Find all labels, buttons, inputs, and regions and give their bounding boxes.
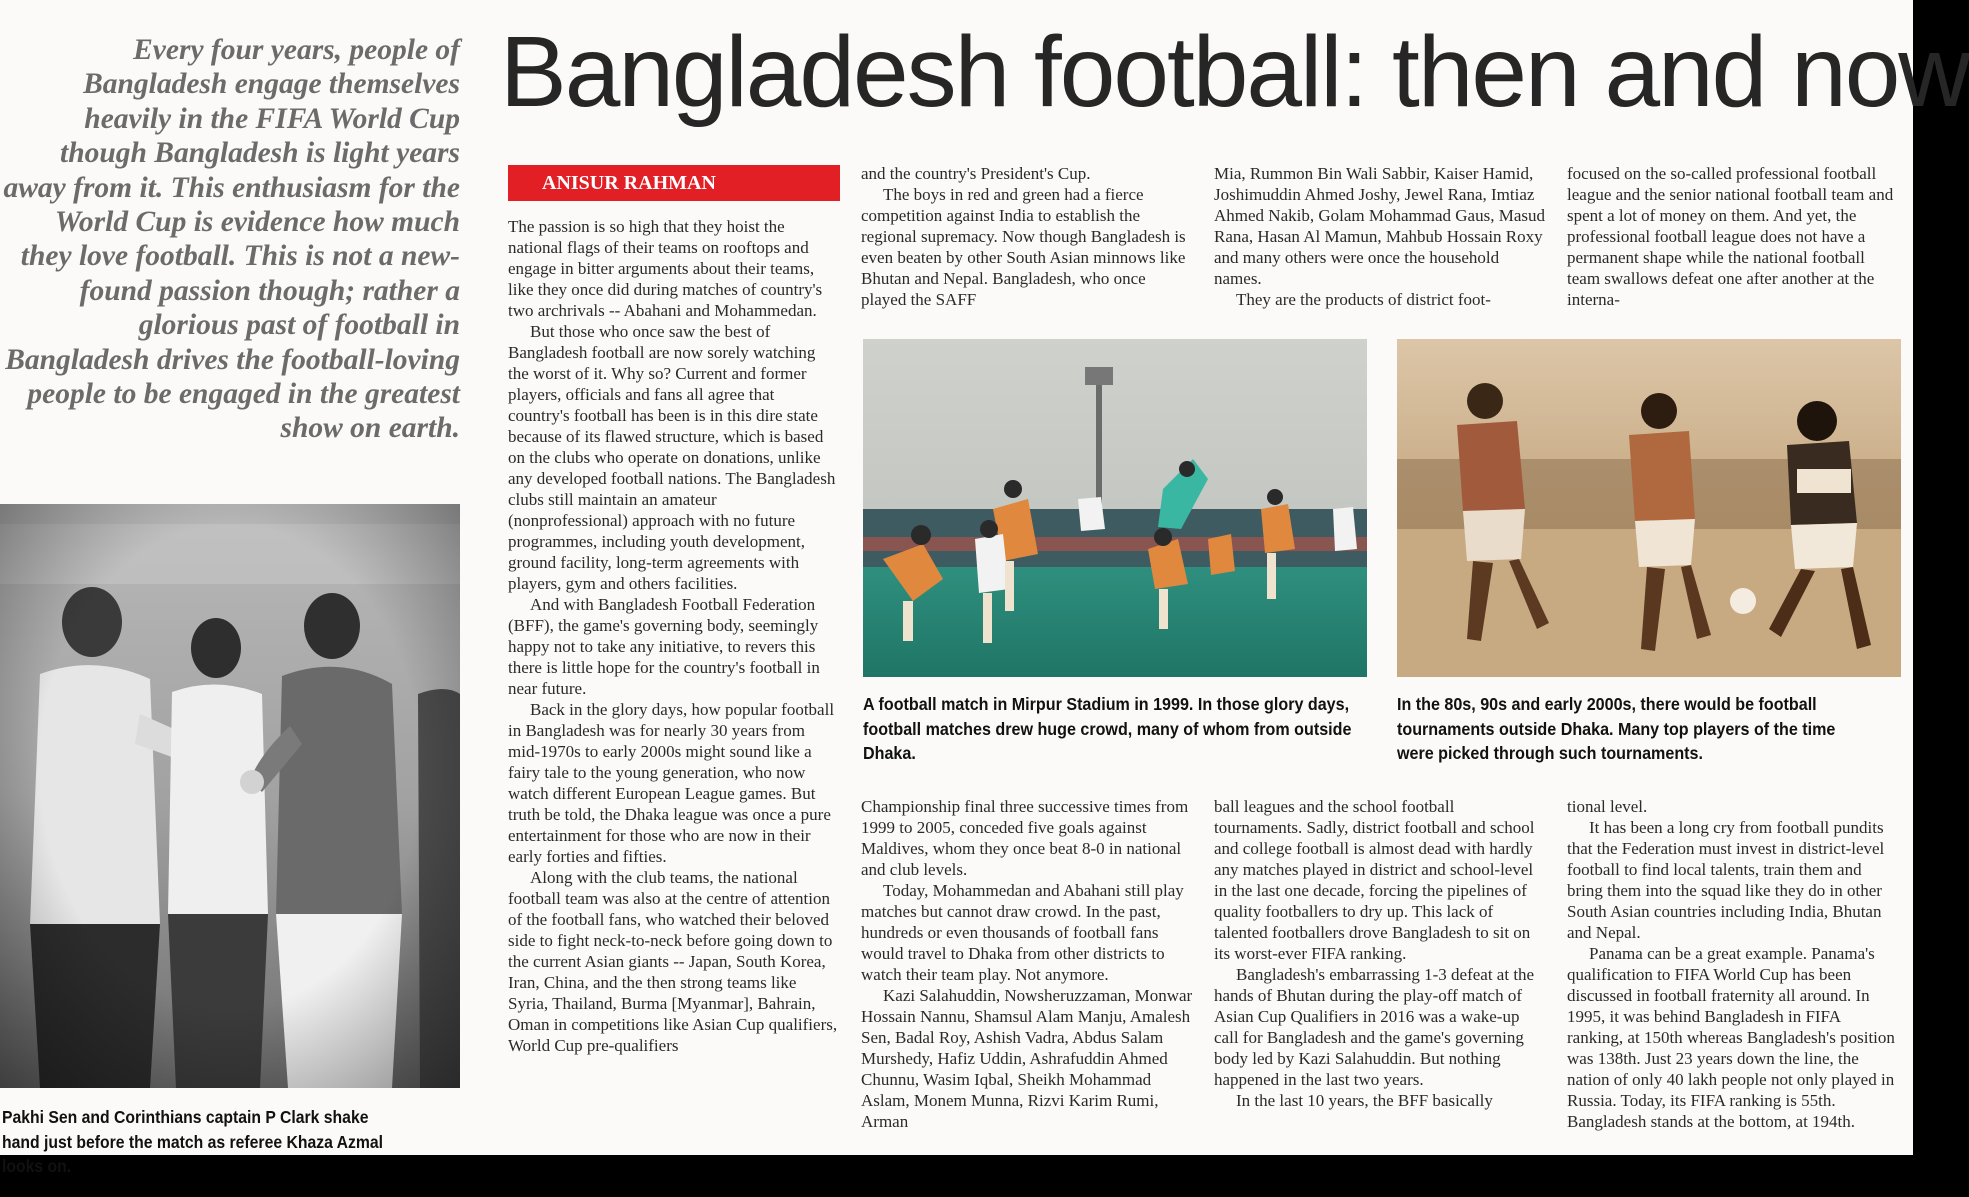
paragraph: Championship final three successive times from 1999 to 2005, conceded five goals against Maldives, whom they once beat 8-0 in national and club levels. xyxy=(861,797,1189,879)
historic-photo xyxy=(0,504,460,1088)
paragraph: Panama can be a great example. Panama's qualification to FIFA World Cup has been discussed in football fraternity all around. In 1995, it was behind Bangladesh in FIFA ranking, at 150th whereas Bangladesh's position was 138th. Just 23 years down the line, the nation of only 40 lakh people not only played in Russia. Today, its FIFA ranking is 55th. Bangladesh stands at the bottom, at 194th. xyxy=(1567,944,1895,1131)
paragraph: ball leagues and the school football tournaments. Sadly, district football and school and college football is almost dead with hardly any matches played in district and school-level in the last one decade, forcing the pipelines of quality footballers to dry up. This lack of talented footballers drove Bangladesh to sit on its worst-ever FIFA ranking. xyxy=(1214,797,1535,963)
paragraph: The passion is so high that they hoist the national flags of their teams on rooftops and engage in bitter arguments about their teams, like they once did during matches of country's two archrivals -- Abahani and Mohammedan. xyxy=(508,217,823,320)
pull-quote: Every four years, people of Bangladesh engage themselves heavily in the FIFA World Cup though Bangladesh is light years away from it. This enthusiasm for the World Cup is evidence how much they love football. This is not a new-found passion though; rather a glorious past of football in Bangladesh drives the football-loving people to be engaged in the greatest show on earth. xyxy=(3,34,460,445)
article-column-2-top xyxy=(861,163,1193,313)
mirpur-photo-caption: A football match in Mirpur Stadium in 1999. In those glory days, football matches drew huge crowd, many of whom from outside Dhaka. xyxy=(863,694,1352,763)
paragraph: Mia, Rummon Bin Wali Sabbir, Kaiser Hamid, Joshimuddin Ahmed Joshy, Jewel Rana, Imtiaz Ahmed Nakib, Golam Mohammad Gaus, Masud Rana, Hasan Al Mamun, Mahbub Hossain Roxy and many others were once the household names. xyxy=(1214,164,1545,288)
paragraph: Bangladesh's embarrassing 1-3 defeat at the hands of Bhutan during the play-off match of Asian Cup Qualifiers in 2016 was a wake-up call for Bangladesh and the game's governing body led by Kazi Salahuddin. But nothing happened in the last two years. xyxy=(1214,965,1535,1089)
paragraph: tional level. xyxy=(1567,797,1648,816)
paragraph: focused on the so-called professional football league and the senior national football team and spent a lot of money on them. And yet, the professional football league does not have a permanent shape while the national football team swallows defeat one after another at the interna- xyxy=(1567,164,1894,309)
historic-photo-caption: Pakhi Sen and Corinthians captain P Clark shake hand just before the match as referee Khaza Azmal looks on. xyxy=(2,1107,384,1176)
article-column-1 xyxy=(508,216,840,1155)
paragraph: Today, Mohammedan and Abahani still play matches but cannot draw crowd. In the past, hundreds or even thousands of football fans would travel to Dhaka from other districts to watch their team play. Not anymore. xyxy=(861,881,1184,984)
article-column-4-top xyxy=(1567,163,1899,313)
article-column-3-bottom xyxy=(1214,796,1546,1155)
byline-bar: ANISUR RAHMAN xyxy=(508,165,840,201)
paragraph: and the country's President's Cup. xyxy=(861,164,1091,183)
paragraph: Kazi Salahuddin, Nowsheruzzaman, Monwar Hossain Nannu, Shamsul Alam Manju, Amalesh Sen, Badal Roy, Ashish Vadra, Abdus Salam Murshedy, Hafiz Uddin, Ashrafuddin Ahmed Chunnu, Wasim Iqbal, Sheikh Mohammad Aslam, Monem Munna, Rizvi Karim Rumi, Arman xyxy=(861,986,1193,1131)
paragraph: They are the products of district foot- xyxy=(1236,290,1491,309)
article-column-4-bottom xyxy=(1567,796,1899,1155)
article-column-3-top xyxy=(1214,163,1546,313)
paragraph: And with Bangladesh Football Federation (BFF), the game's governing body, seemingly happy not to take any initiative, to revers this there is little hope for the country's football in near future. xyxy=(508,595,820,698)
headline: Bangladesh football: then and now xyxy=(500,16,1969,128)
paragraph: Back in the glory days, how popular football in Bangladesh was for nearly 30 years from mid-1970s to early 2000s might sound like a fairy tale to the young generation, who now watch different European League games. But truth be told, the Dhaka league was once a pure entertainment for those who are now in their early forties and fifties. xyxy=(508,700,835,866)
paragraph: Along with the club teams, the national football team was also at the centre of attention of the football fans, who watched their beloved side to fight neck-to-neck before going down to the current Asian giants -- Japan, South Korea, Iran, China, and the then strong teams like Syria, Thailand, Burma [Myanmar], Bahrain, Oman in competitions like Asian Cup qualifiers, World Cup pre-qualifiers xyxy=(508,868,838,1055)
paragraph: But those who once saw the best of Bangladesh football are now sorely watching the worst of it. Why so? Current and former players, officials and fans all agree that country's football has been is in this dire state because of its flawed structure, which is based on the clubs who operate on donations, unlike any developed football nations. The Bangladesh clubs still maintain an amateur (nonprofessional) approach with no future programmes, including youth development, ground facility, long-term agreements with players, gym and others facilities. xyxy=(508,322,836,593)
article-column-2-bottom xyxy=(861,796,1193,1155)
paragraph: The boys in red and green had a fierce competition against India to establish the regional supremacy. Now though Bangladesh is even beaten by other South Asian minnows like Bhutan and Nepal. Bangladesh, who once played the SAFF xyxy=(861,185,1186,309)
mirpur-stadium-photo xyxy=(863,339,1367,677)
eighties-photo-caption: In the 80s, 90s and early 2000s, there would be football tournaments outside Dhaka. Many top players of the time were picked through such tournaments. xyxy=(1397,694,1836,763)
eighties-match-photo xyxy=(1397,339,1901,677)
paragraph: It has been a long cry from football pundits that the Federation must invest in district-level football to find local talents, train them and bring them into the squad like they do in other South Asian countries including India, Bhutan and Nepal. xyxy=(1567,818,1885,942)
paragraph: In the last 10 years, the BFF basically xyxy=(1236,1091,1493,1110)
